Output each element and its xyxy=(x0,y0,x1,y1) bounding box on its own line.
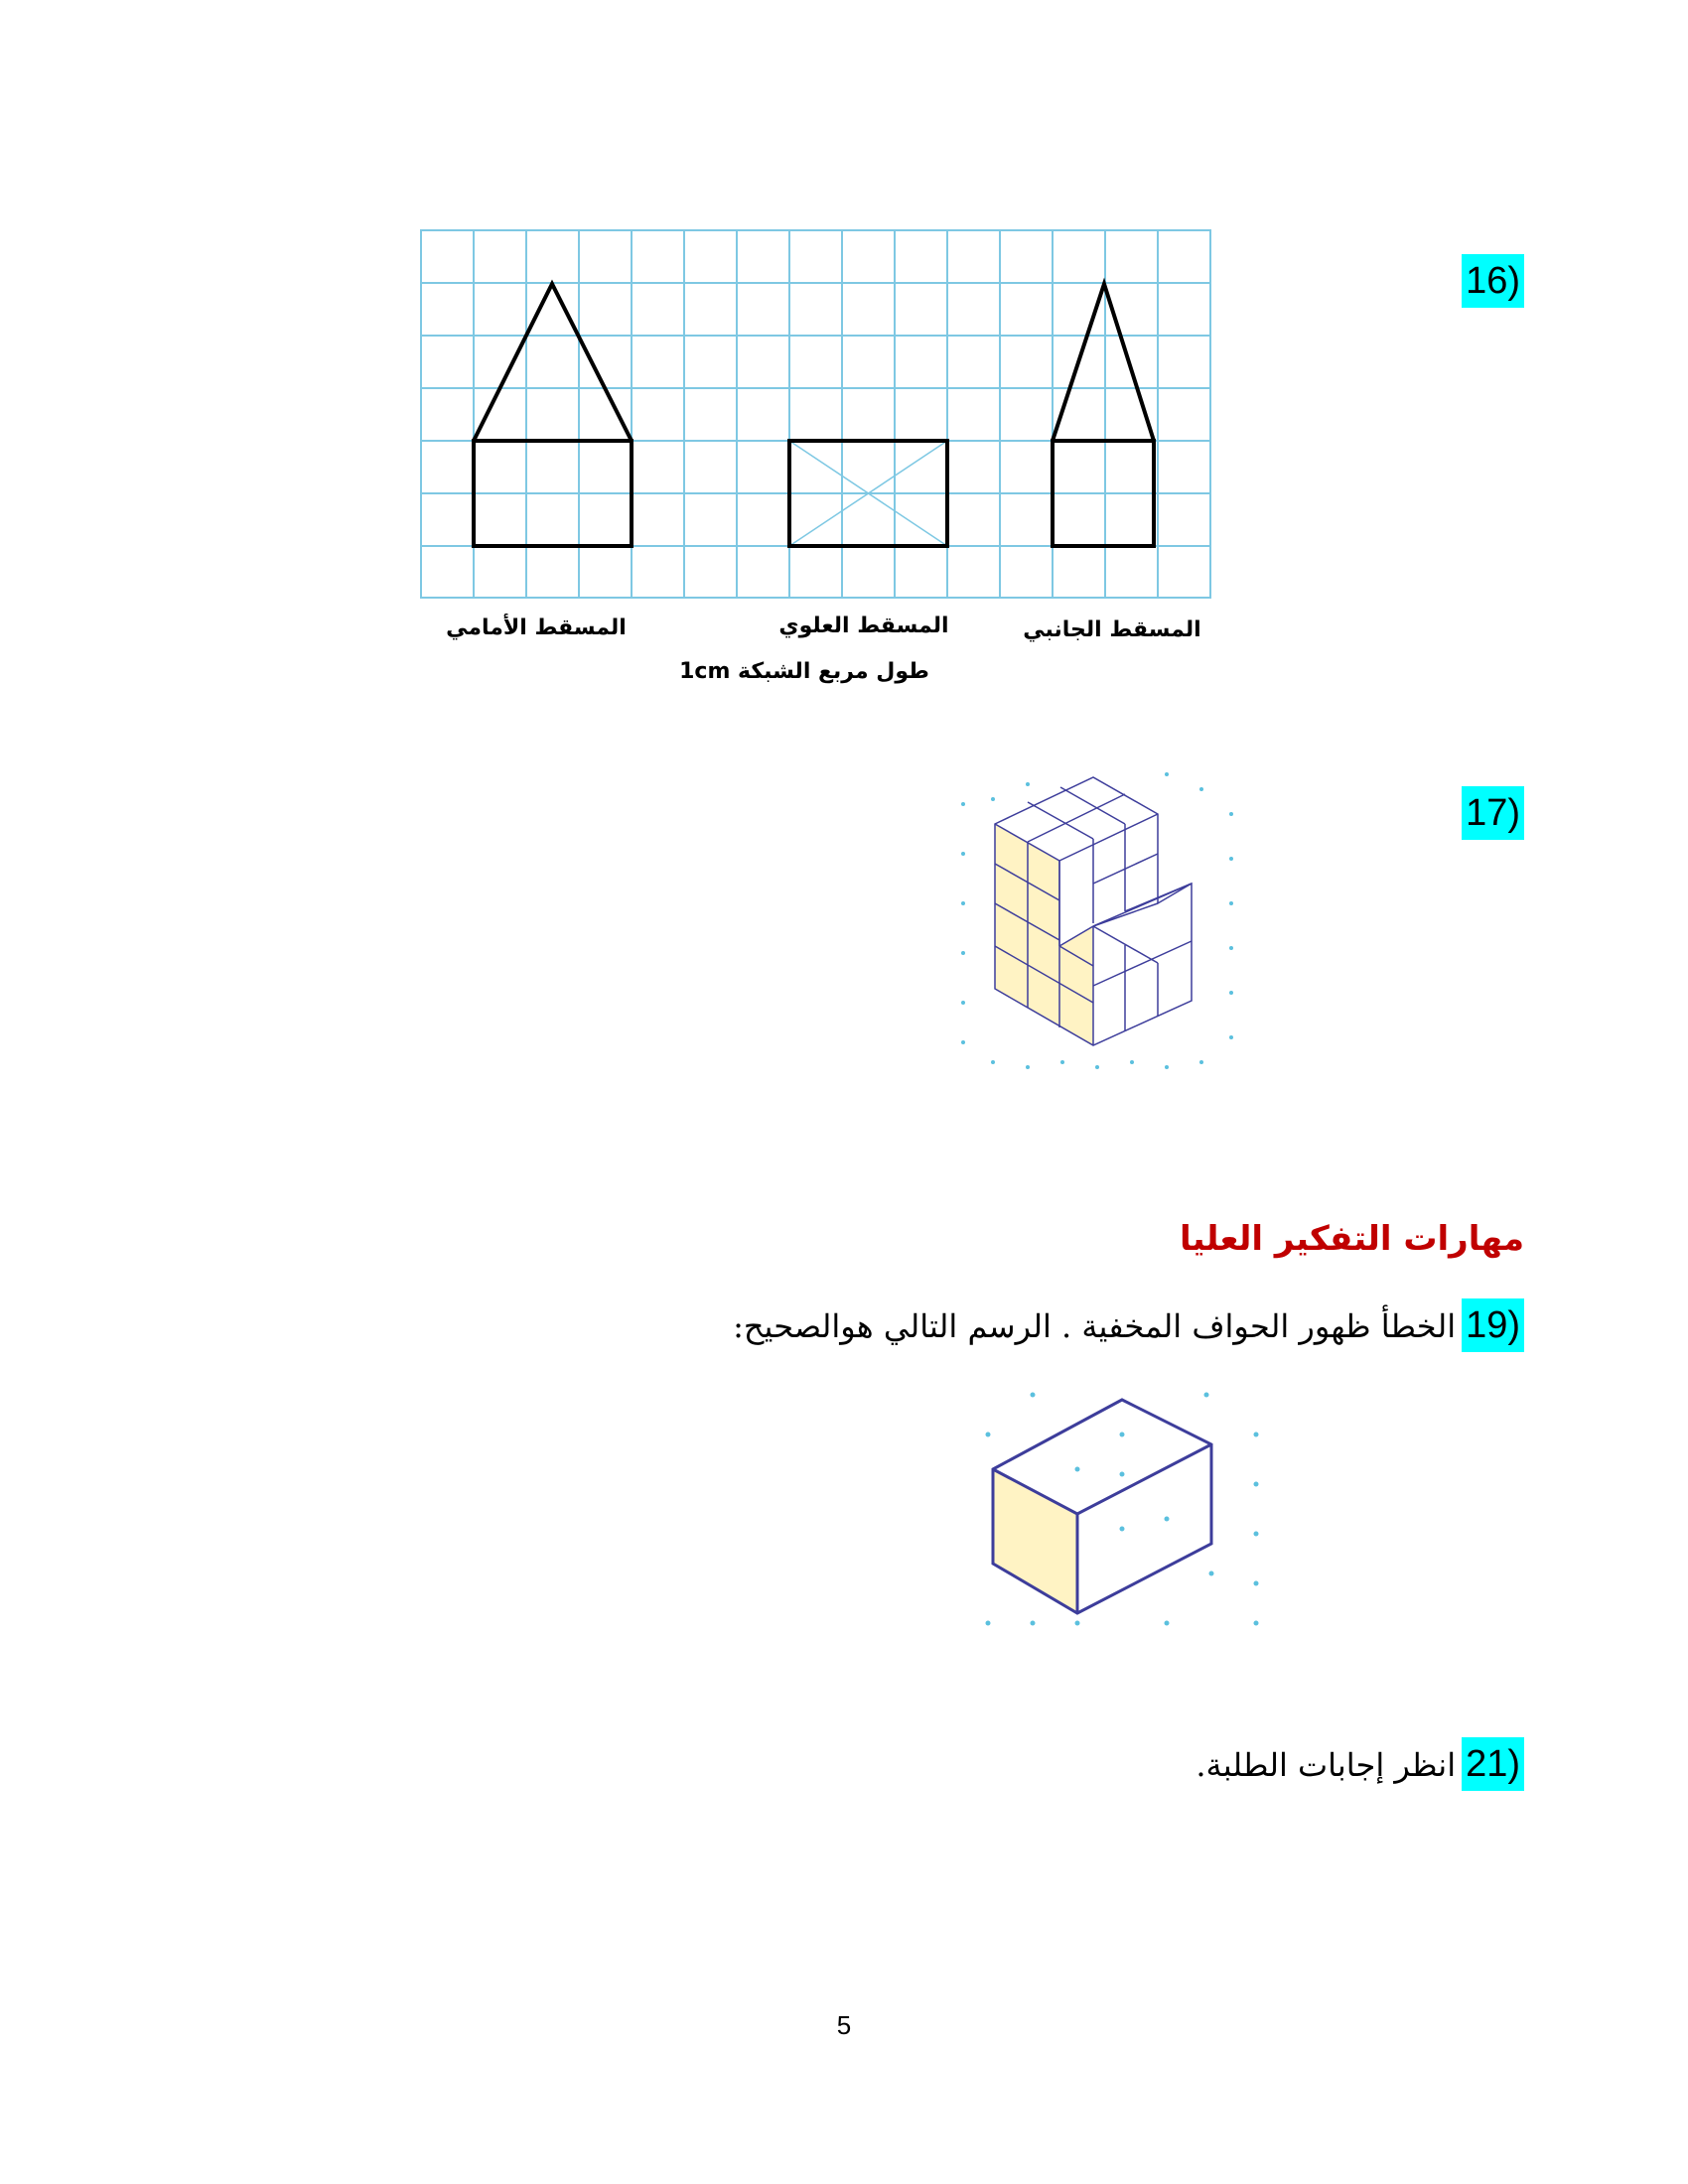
question-21-number: 21) xyxy=(1462,1737,1524,1791)
page-number: 5 xyxy=(836,2010,852,2040)
isometric-prism-figure xyxy=(973,1375,1281,1643)
orthographic-views-figure xyxy=(421,230,1215,598)
isometric-cube-figure xyxy=(953,764,1251,1072)
section-heading: مهارات التفكير العليا xyxy=(1179,1219,1524,1259)
question-21-text: انظر إجابات الطلبة. xyxy=(1196,1746,1457,1784)
question-19-line xyxy=(733,1298,1524,1352)
side-view-label: المسقط الجانبي xyxy=(1023,617,1201,642)
question-19-number: 19) xyxy=(1462,1298,1524,1352)
question-19-text: الخطأ ظهور الحواف المخفية . الرسم التالي هوالصحيح: xyxy=(733,1307,1457,1345)
question-16-number: 16) xyxy=(1462,254,1524,308)
side-view-shape xyxy=(1053,284,1154,546)
top-view-label: المسقط العلوي xyxy=(778,614,949,638)
grid-scale-label: طول مربع الشبكة 1cm xyxy=(679,659,929,684)
front-view-label: المسقط الأمامي xyxy=(446,615,627,640)
question-17-number: 17) xyxy=(1462,786,1524,840)
front-view-shape xyxy=(474,284,632,546)
question-21-line xyxy=(1196,1737,1524,1791)
grid-paper xyxy=(421,230,1210,598)
